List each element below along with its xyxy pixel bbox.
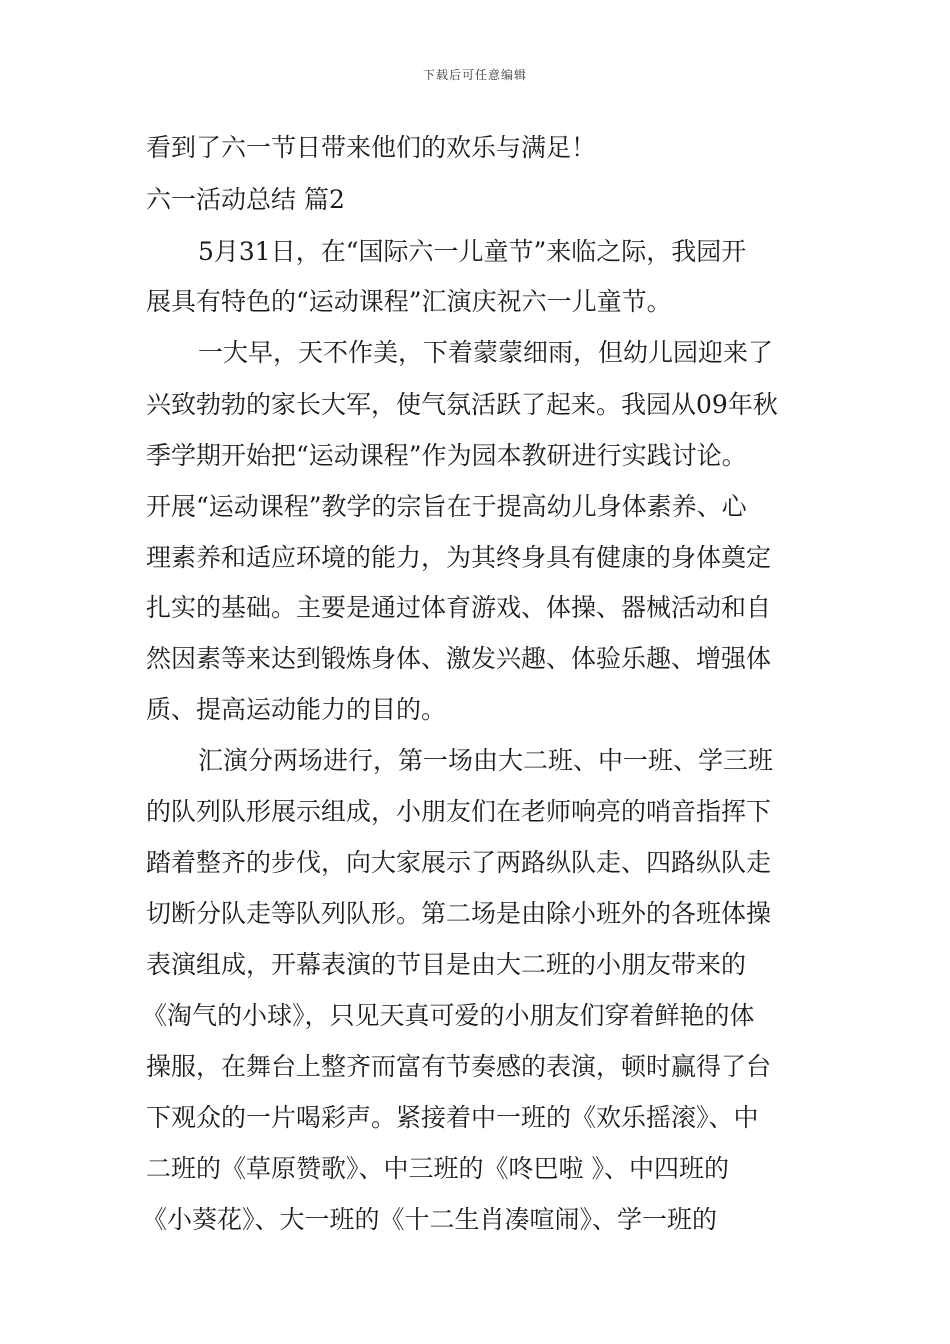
text-line: 理素养和适应环境的能力，为其终身具有健康的身体奠定 bbox=[146, 543, 772, 572]
text-line: 表演组成，开幕表演的节目是由大二班的小朋友带来的 bbox=[146, 950, 747, 979]
page-header-note: 下载后可任意编辑 bbox=[422, 68, 527, 82]
text-line: 踏着整齐的步伐，向大家展示了两路纵队走、四路纵队走 bbox=[146, 848, 772, 877]
text-line: 季学期开始把“运动课程”作为园本教研进行实践讨论。 bbox=[146, 441, 747, 470]
text-line: 《淘气的小球》，只见天真可爱的小朋友们穿着鲜艳的体 bbox=[142, 1001, 755, 1030]
section-heading: 六一活动总结 篇2 bbox=[146, 185, 345, 214]
text-line: 兴致勃勃的家长大军，使气氛活跃了起来。我园从09年秋 bbox=[146, 390, 778, 419]
text-line: 切断分队走等队列队形。第二场是由除小班外的各班体操 bbox=[146, 899, 772, 928]
text-line: 然因素等来达到锻炼身体、激发兴趣、体验乐趣、增强体 bbox=[146, 644, 772, 673]
text-line: 展具有特色的“运动课程”汇演庆祝六一儿童节。 bbox=[146, 287, 672, 316]
text-line: 一大早，天不作美，下着蒙蒙细雨，但幼儿园迎来了 bbox=[198, 338, 774, 367]
text-line: 开展“运动课程”教学的宗旨在于提高幼儿身体素养、心 bbox=[146, 492, 747, 521]
text-line: 看到了六一节日带来他们的欢乐与满足！ bbox=[146, 133, 597, 162]
text-line: 5月31日，在“国际六一儿童节”来临之际，我园开 bbox=[198, 237, 747, 266]
text-line: 操服，在舞台上整齐而富有节奏感的表演，顿时赢得了台 bbox=[146, 1052, 772, 1081]
text-line: 的队列队形展示组成，小朋友们在老师响亮的哨音指挥下 bbox=[146, 797, 772, 826]
text-line: 质、提高运动能力的目的。 bbox=[146, 695, 447, 724]
text-line: 《小葵花》、大一班的《十二生肖凑喧闹》、学一班的 bbox=[142, 1205, 718, 1234]
text-line: 扎实的基础。主要是通过体育游戏、体操、器械活动和自 bbox=[146, 593, 772, 622]
text-line: 下观众的一片喝彩声。紧接着中一班的《欢乐摇滚》、中 bbox=[146, 1103, 759, 1132]
text-line: 汇演分两场进行，第一场由大二班、中一班、学三班 bbox=[198, 746, 774, 775]
text-line: 二班的《草原赞歌》、中三班的《咚巴啦 》、中四班的 bbox=[146, 1154, 729, 1183]
